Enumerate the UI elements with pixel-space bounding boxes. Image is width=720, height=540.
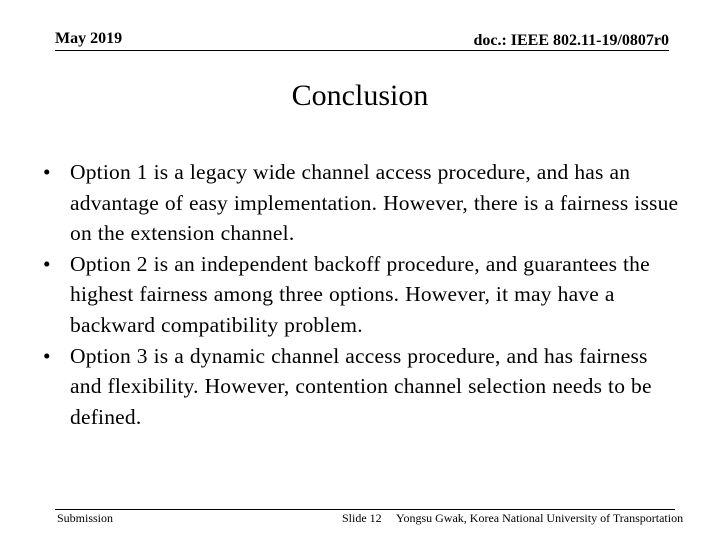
footer-divider	[55, 509, 675, 510]
bullet-item	[40, 249, 680, 341]
bullet-text: Option 3 is a dynamic channel access procedure, and has fairness and flexibility. However, contention channel selection needs to be defined.	[70, 343, 652, 429]
bullet-text: Option 2 is an independent backoff procedure, and guarantees the highest fairness among three options. However, it may have a backward compatibility problem.	[70, 251, 650, 337]
header-date: May 2019	[55, 30, 123, 47]
bullet-list	[40, 157, 680, 432]
slide-title: Conclusion	[291, 79, 429, 112]
bullet-item	[40, 341, 680, 433]
bullet-marker: •	[43, 343, 51, 368]
header-divider	[55, 50, 669, 51]
footer-slide-number: Slide 12	[342, 511, 382, 525]
bullet-item	[40, 157, 680, 249]
footer-author: Yongsu Gwak, Korea National University of Transportation	[396, 511, 684, 525]
bullet-marker: •	[43, 160, 51, 184]
bullet-marker: •	[43, 251, 51, 276]
bullet-text: Option 1 is a legacy wide channel access procedure, and has an advantage of easy implementation. However, there is a fairness issue on the extension channel.	[70, 160, 679, 246]
header-doc-id: doc.: IEEE 802.11-19/0807r0	[473, 32, 669, 49]
footer-submission: Submission	[57, 511, 114, 525]
